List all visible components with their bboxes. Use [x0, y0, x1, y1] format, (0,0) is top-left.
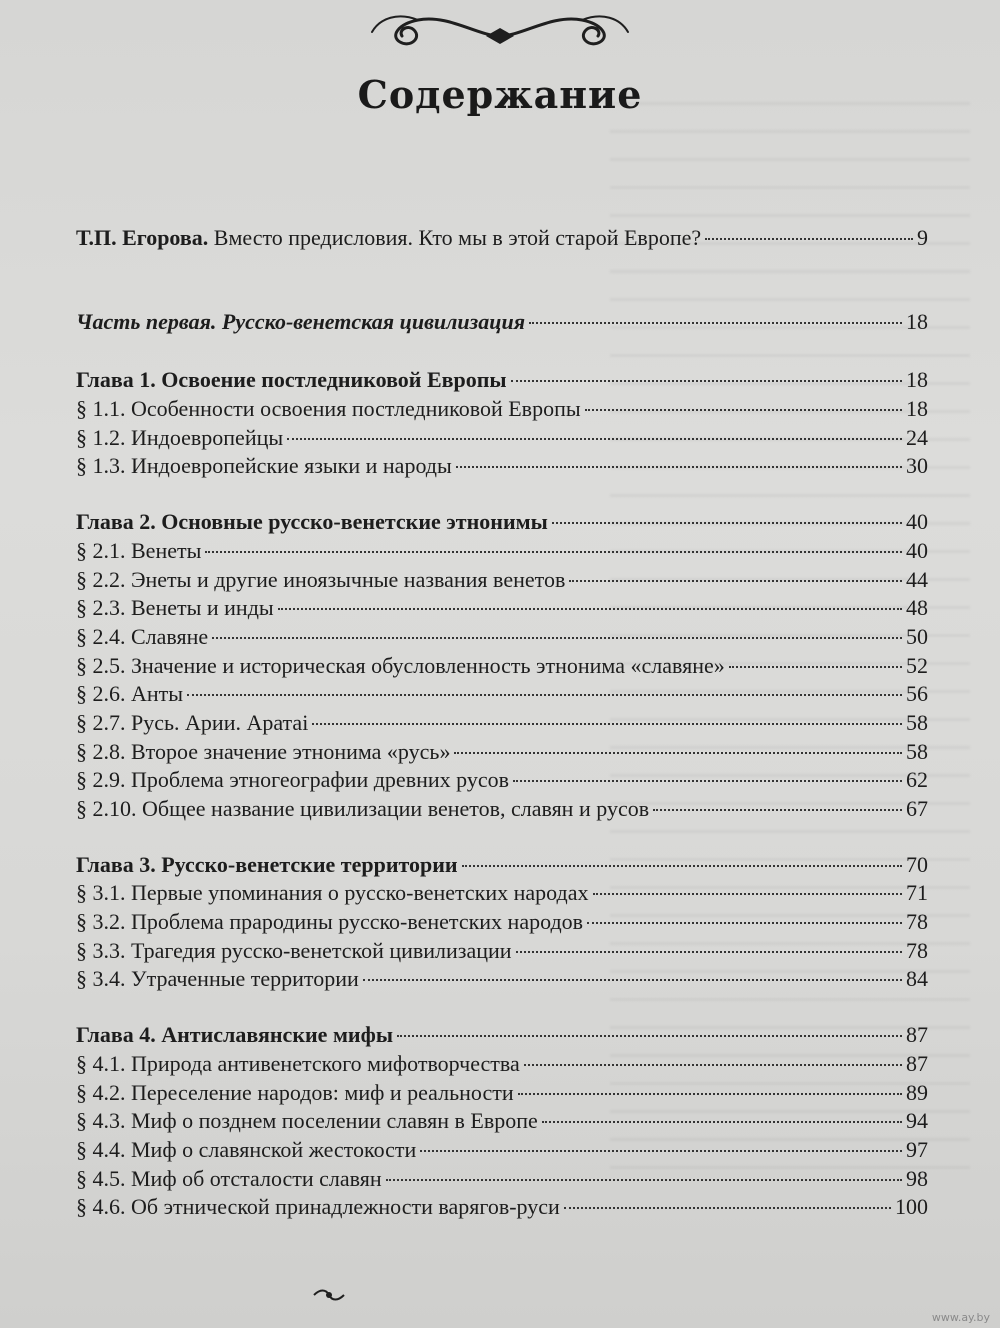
bottom-ornament-icon [312, 1287, 346, 1303]
toc-section-row [76, 1165, 928, 1194]
section-label: § 2.7. Русь. Арии. Аратаі [76, 709, 309, 735]
section-label: § 3.3. Трагедия русско-венетской цивилизации [76, 937, 512, 963]
chapter-page: 87 [906, 1022, 928, 1048]
section-label: § 3.2. Проблема прародины русско-венетских народов [76, 909, 584, 935]
dot-leader [205, 551, 902, 553]
dot-leader [564, 1207, 891, 1209]
dot-leader [456, 466, 902, 468]
section-label: § 2.4. Славяне [76, 623, 209, 649]
watermark: www.ay.by [931, 1311, 990, 1324]
toc-section-row [76, 766, 928, 795]
chapter-label: Глава 3. Русско-венетские территории [76, 851, 458, 877]
section-page: 58 [906, 709, 928, 735]
toc-section-row [76, 424, 928, 453]
toc-section-row [76, 652, 928, 681]
toc-section-row [76, 937, 928, 966]
dot-leader [397, 1035, 902, 1037]
dot-leader [524, 1064, 902, 1066]
toc-section-row [76, 537, 928, 566]
chapter-page: 18 [906, 367, 928, 393]
chapter-label: Глава 2. Основные русско-венетские этнонимы [76, 509, 548, 535]
part-label: Часть первая. Русско-венетская цивилизация [76, 308, 526, 334]
section-page: 94 [906, 1108, 928, 1134]
toc-chapter-row [76, 851, 928, 880]
preface-text: Вместо предисловия. Кто мы в этой старой Европе? [208, 225, 702, 250]
section-label: § 2.9. Проблема этногеографии древних русов [76, 767, 509, 793]
toc-section-row [76, 1107, 928, 1136]
section-label: § 4.4. Миф о славянской жестокости [76, 1136, 417, 1162]
section-label: § 2.10. Общее название цивилизации венетов, славян и русов [76, 796, 650, 821]
section-page: 98 [906, 1165, 928, 1191]
dot-leader [212, 637, 902, 639]
toc-section-row [76, 395, 928, 424]
page-title: Содержание [357, 72, 643, 117]
section-label: § 3.4. Утраченные территории [76, 966, 359, 992]
toc-section-row [76, 709, 928, 738]
section-page: 87 [906, 1050, 928, 1076]
top-ornament-icon [368, 6, 632, 52]
section-label: § 2.6. Анты [76, 681, 184, 707]
section-label: § 4.6. Об этнической принадлежности варягов-руси [76, 1194, 560, 1220]
toc-part-row [76, 308, 928, 337]
section-page: 89 [906, 1079, 928, 1105]
dot-leader [518, 1093, 902, 1095]
dot-leader [587, 922, 902, 924]
toc-section-row [76, 795, 928, 824]
section-label: § 2.2. Энеты и другие иноязычные названия венетов [76, 566, 566, 592]
section-page: 71 [906, 880, 928, 906]
toc-section-row [76, 1050, 928, 1079]
chapters-list [76, 366, 928, 1222]
section-label: § 1.2. Индоевропейцы [76, 424, 284, 450]
dot-leader [552, 522, 902, 524]
section-page: 67 [906, 796, 928, 821]
toc-section-row [76, 452, 928, 481]
chapter-page: 40 [906, 509, 928, 535]
dot-leader [542, 1121, 902, 1123]
toc-section-row [76, 566, 928, 595]
dot-leader [513, 780, 902, 782]
toc-section-row [76, 680, 928, 709]
dot-leader [653, 809, 902, 811]
section-label: § 1.1. Особенности освоения постледниковой Европы [76, 396, 581, 422]
section-label: § 4.5. Миф об отсталости славян [76, 1165, 382, 1191]
dot-leader [363, 979, 902, 981]
chapter-label: Глава 1. Освоение постледниковой Европы [76, 367, 507, 393]
dot-leader [511, 380, 902, 382]
section-label: § 3.1. Первые упоминания о русско-венетских народах [76, 880, 589, 906]
toc-section-row [76, 594, 928, 623]
dot-leader [420, 1150, 902, 1152]
toc-section-row [76, 879, 928, 908]
section-label: § 4.1. Природа антивенетского мифотворчества [76, 1050, 520, 1076]
section-page: 18 [906, 396, 928, 422]
dot-leader [529, 322, 902, 324]
dot-leader [187, 694, 902, 696]
dot-leader [705, 238, 913, 240]
section-page: 84 [906, 966, 928, 992]
dot-leader [593, 893, 902, 895]
toc-chapter-row [76, 366, 928, 395]
section-page: 78 [906, 909, 928, 935]
section-label: § 4.3. Миф о позднем поселении славян в Европе [76, 1108, 538, 1134]
section-page: 62 [906, 767, 928, 793]
dot-leader [729, 666, 902, 668]
section-label: § 2.1. Венеты [76, 537, 202, 563]
section-page: 97 [906, 1136, 928, 1162]
toc-preface-row [76, 224, 928, 253]
dot-leader [462, 865, 902, 867]
table-of-contents [76, 224, 928, 1222]
chapter-label: Глава 4. Антиславянские мифы [76, 1022, 394, 1048]
toc-chapter-row [76, 508, 928, 537]
preface-author: Т.П. Егорова. [76, 225, 209, 250]
section-page: 24 [906, 424, 928, 450]
section-page: 40 [906, 537, 928, 563]
chapter-page: 70 [906, 851, 928, 877]
section-label: § 2.5. Значение и историческая обусловленность этнонима «славяне» [76, 652, 725, 678]
dot-leader [585, 409, 902, 411]
toc-section-row [76, 1079, 928, 1108]
preface-label [76, 224, 701, 253]
toc-section-row [76, 908, 928, 937]
dot-leader [516, 951, 902, 953]
dot-leader [278, 608, 902, 610]
section-page: 48 [906, 595, 928, 621]
section-page: 50 [906, 623, 928, 649]
toc-section-row [76, 1136, 928, 1165]
toc-chapter-row [76, 1021, 928, 1050]
dot-leader [312, 723, 902, 725]
section-page: 52 [906, 652, 928, 678]
section-label: § 1.3. Индоевропейские языки и народы [76, 453, 452, 479]
toc-section-row [76, 1193, 928, 1222]
section-page: 100 [895, 1194, 928, 1220]
toc-section-row [76, 738, 928, 767]
section-label: § 4.2. Переселение народов: миф и реальности [76, 1079, 514, 1105]
section-page: 30 [906, 453, 928, 479]
preface-page: 9 [917, 225, 928, 250]
dot-leader [386, 1179, 902, 1181]
part-page: 18 [906, 308, 928, 334]
dot-leader [569, 580, 902, 582]
section-page: 58 [906, 738, 928, 764]
toc-section-row [76, 965, 928, 994]
toc-section-row [76, 623, 928, 652]
section-label: § 2.8. Второе значение этнонима «русь» [76, 738, 451, 764]
section-page: 56 [906, 681, 928, 707]
dot-leader [287, 438, 902, 440]
section-label: § 2.3. Венеты и инды [76, 595, 274, 621]
section-page: 44 [906, 566, 928, 592]
dot-leader [454, 752, 902, 754]
section-page: 78 [906, 937, 928, 963]
